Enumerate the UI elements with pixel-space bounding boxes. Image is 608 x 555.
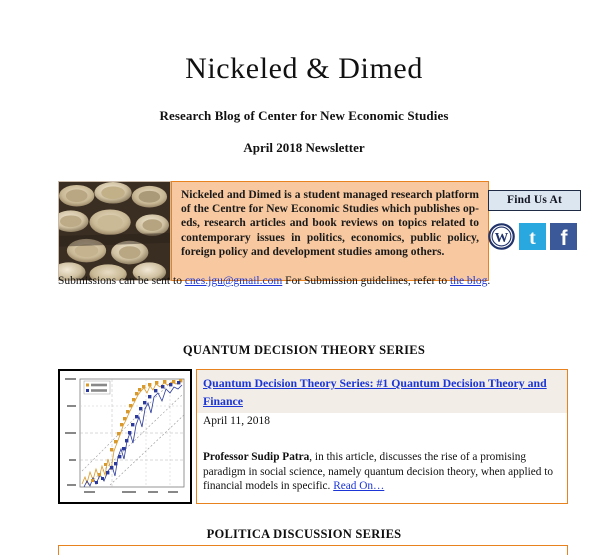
intro-description-box xyxy=(171,181,489,281)
section-heading-politica-discussion: POLITICA DISCUSSION SERIES xyxy=(206,527,402,541)
newsletter-issue-label: April 2018 Newsletter xyxy=(243,140,365,155)
section-politica-discussion xyxy=(0,527,608,542)
svg-text:f: f xyxy=(560,227,568,250)
blog-subtitle: Research Blog of Center for New Economic Studies xyxy=(159,108,449,123)
article-date: April 11, 2018 xyxy=(203,415,270,427)
facebook-icon[interactable] xyxy=(550,223,577,250)
svg-text:t: t xyxy=(529,227,536,249)
article-title-link[interactable]: Quantum Decision Theory Series: #1 Quantum Decision Theory and Finance xyxy=(203,376,547,408)
coins-photo xyxy=(58,181,171,281)
article-summary-text: , in this article, discusses the rise of a promising paradigm in social science, namely quantum decision theory, when applied to financial models in specific. xyxy=(203,451,553,492)
masthead xyxy=(0,0,608,156)
svg-text:W: W xyxy=(494,230,509,245)
intro-description-text: Nickeled and Dimed is a student managed research platform of the Centre for New Economic Studies which publishes op-eds, research articles and book reviews on topics related to contemporary issues in politics, economics, public policy, foreign policy and development studies among others. xyxy=(181,189,479,258)
submissions-middle: For Submission guidelines, refer to xyxy=(282,275,450,287)
article-card xyxy=(196,369,568,504)
social-links-row xyxy=(488,223,598,250)
submissions-prefix: Submissions can be sent to xyxy=(58,275,185,287)
section-quantum-decision-theory xyxy=(0,343,608,507)
submissions-line xyxy=(58,274,528,289)
submission-guidelines-blog-link[interactable]: the blog xyxy=(450,275,488,287)
article-author: Professor Sudip Patra xyxy=(203,451,310,463)
article-row xyxy=(0,369,608,507)
quantum-decision-theory-chart-thumbnail[interactable] xyxy=(58,369,192,504)
politica-section-container-top-edge xyxy=(58,545,568,555)
submissions-suffix: . xyxy=(487,275,491,287)
page-title: Nickeled & Dimed xyxy=(185,52,423,85)
read-on-link[interactable]: Read On… xyxy=(333,480,385,492)
section-heading-quantum-decision-theory: QUANTUM DECISION THEORY SERIES xyxy=(182,343,426,357)
article-title-band xyxy=(197,370,567,413)
find-us-at-panel xyxy=(488,190,598,250)
coins-photo-graphic xyxy=(59,182,170,280)
chart-thumbnail-graphic xyxy=(60,371,190,502)
find-us-at-button[interactable]: Find Us At xyxy=(488,190,581,211)
twitter-icon[interactable] xyxy=(519,223,546,250)
wordpress-icon[interactable] xyxy=(488,223,515,250)
article-summary xyxy=(197,428,567,494)
submissions-email-link[interactable]: cnes.jgu@gmail.com xyxy=(184,275,283,287)
